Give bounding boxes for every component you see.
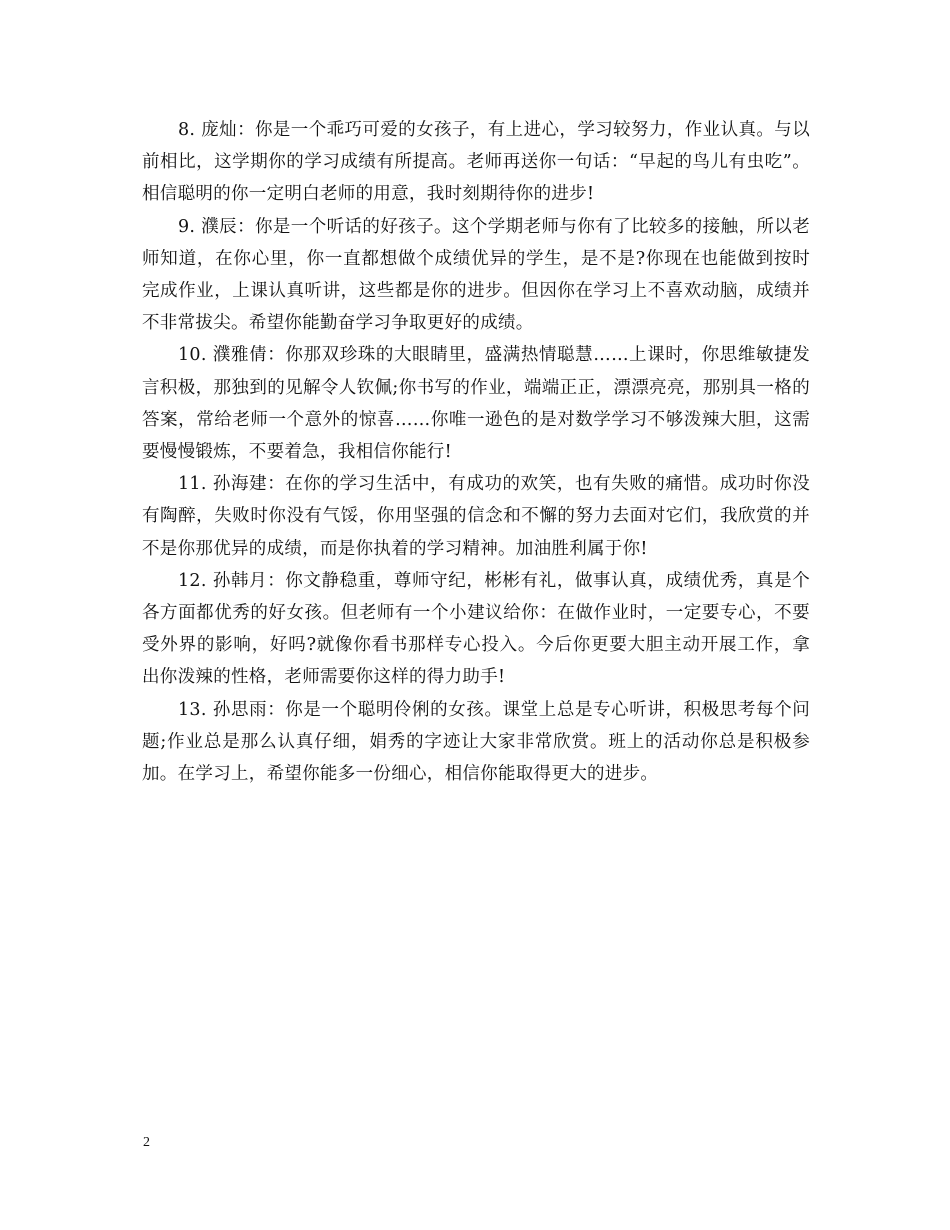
comment-paragraph-11: 11. 孙海建：在你的学习生活中，有成功的欢笑，也有失败的痛惜。成功时你没有陶醉，失败时你没有气馁，你用坚强的信念和不懈的努力去面对它们，我欣赏的并不是你那优异的成绩，而是你执着的学习精神。加油胜利属于你! xyxy=(142,474,810,559)
comment-paragraph-8: 8. 庞灿：你是一个乖巧可爱的女孩子，有上进心，学习较努力，作业认真。与以前相比，这学期你的学习成绩有所提高。老师再送你一句话：“早起的鸟儿有虫吃”。相信聪明的你一定明白老师的用意，我时刻期待你的进步! xyxy=(142,120,810,205)
comment-paragraph-9: 9. 濮辰：你是一个听话的好孩子。这个学期老师与你有了比较多的接触，所以老师知道，在你心里，你一直都想做个成绩优异的学生，是不是?你现在也能做到按时完成作业，上课认真听讲，这些都是你的进步。但因你在学习上不喜欢动脑，成绩并不非常拔尖。希望你能勤奋学习争取更好的成绩。 xyxy=(142,216,810,334)
comment-paragraph-13: 13. 孙思雨：你是一个聪明伶俐的女孩。课堂上总是专心听讲，积极思考每个问题;作业总是那么认真仔细，娟秀的字迹让大家非常欣赏。班上的活动你总是积极参加。在学习上，希望你能多一份细心，相信你能取得更大的进步。 xyxy=(142,699,810,785)
comment-list xyxy=(142,114,810,790)
comment-paragraph-12: 12. 孙韩月：你文静稳重，尊师守纪，彬彬有礼，做事认真，成绩优秀，真是个各方面都优秀的好女孩。但老师有一个小建议给你：在做作业时，一定要专心，不要受外界的影响，好吗?就像你看书那样专心投入。今后你更要大胆主动开展工作，拿出你泼辣的性格，老师需要你这样的得力助手! xyxy=(142,570,810,688)
page-number: 2 xyxy=(143,1135,150,1150)
comment-paragraph-10: 10. 濮雅倩：你那双珍珠的大眼睛里，盛满热情聪慧……上课时，你思维敏捷发言积极，那独到的见解令人钦佩;你书写的作业，端端正正，漂漂亮亮，那别具一格的答案，常给老师一个意外的惊喜……你唯一逊色的是对数学学习不够泼辣大胆，这需要慢慢锻炼，不要着急，我相信你能行! xyxy=(142,345,810,463)
